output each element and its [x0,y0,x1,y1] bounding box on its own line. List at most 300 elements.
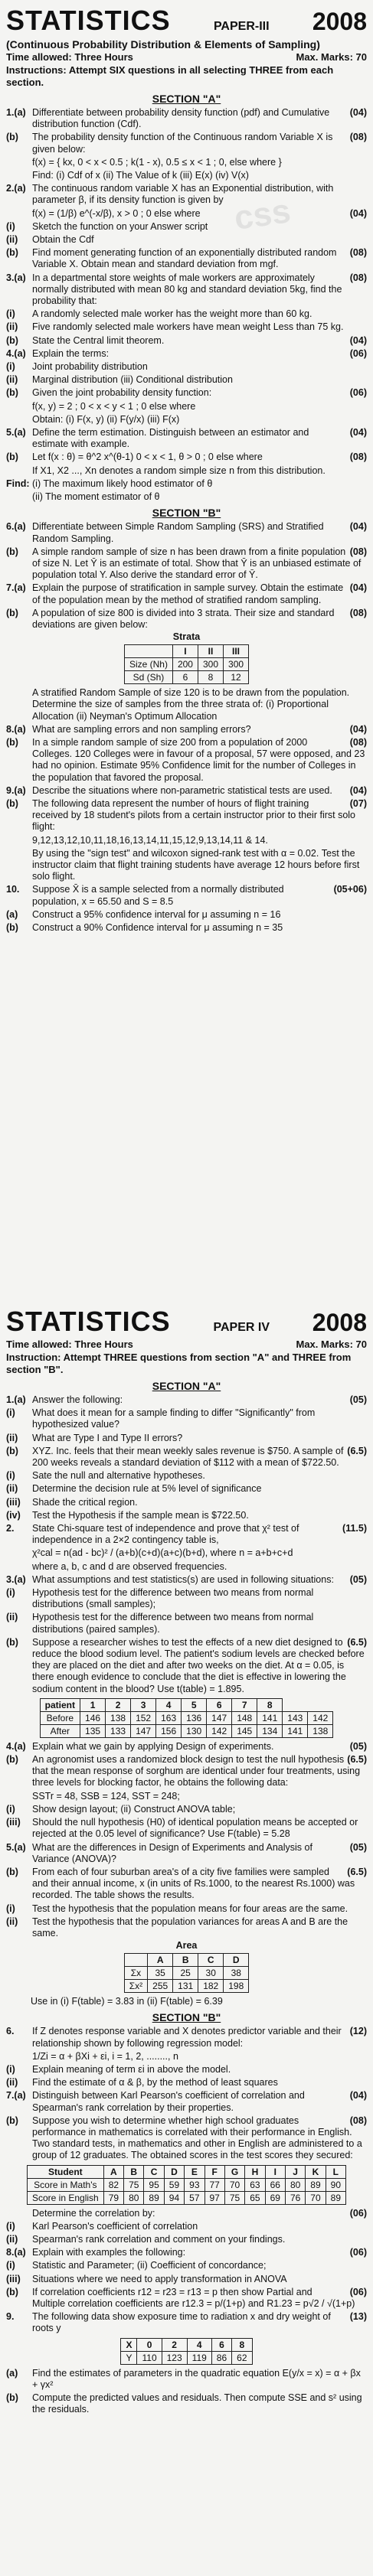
question-item [5,847,368,884]
table-cell: 147 [207,1711,232,1724]
table-cell: 134 [257,1724,283,1737]
table-cell: 8 [198,671,223,684]
table-header-cell: X [121,2338,137,2351]
table-caption: Strata [172,631,201,643]
question-marks: (04) [349,521,367,533]
question-number: (b) [6,1866,18,1877]
question-item [5,2233,368,2246]
question-text [32,1916,367,1939]
question-text [32,2115,367,2162]
question-item [5,2259,368,2272]
question-number: (i) [6,2260,15,2271]
question-item [5,2246,368,2259]
question-item [5,360,368,373]
question-marks: (06) [349,2247,367,2258]
question-item [5,373,368,386]
table-cell: 147 [131,1724,156,1737]
paper-number: PAPER-III [213,20,270,33]
table [124,1953,250,1993]
question-number: (i) [6,1407,15,1419]
question-body: Explain the terms: [32,347,110,359]
question-body: The following data show exposure time to radiation x and dry weight of roots y [32,2311,331,2334]
question-text [32,687,367,722]
question-body: Explain what we gain by applying Design of experiments. [32,1740,274,1752]
question-marks: (08) [349,607,367,618]
question-text [32,2392,367,2415]
question-body: Determine the decision rule at 5% level of significance [32,1483,262,1495]
question-marks: (08) [349,736,367,748]
table-cell: Score in Math's [27,2178,103,2191]
table-cell: 156 [156,1724,182,1737]
subject-title: STATISTICS [6,1306,171,1337]
table-cell: 97 [204,2191,224,2204]
question-text [32,272,367,308]
data-table [5,631,368,684]
question-number: (b) [6,387,18,399]
question-item [5,491,368,504]
questions-block [5,182,368,504]
table-cell: 136 [182,1711,207,1724]
question-number [6,1547,32,1559]
question-body: Determine the correlation by: [32,2207,155,2219]
question-text [32,1867,367,1902]
table-header-cell: B [124,2165,144,2178]
question-item [5,156,368,169]
question-number: 5.(a) [6,427,26,439]
question-number: 8.(a) [6,2247,26,2258]
question-item [5,246,368,271]
question-text [32,2274,367,2285]
question-marks: (04) [349,107,367,118]
question-body: Suppose you wish to determine whether high school graduates performance in mathematics is correlated with their performance in English. Two standard tests, in mathematics and other in English are administered to a group of 12 graduates. The obtained scores in the test scores they secured: [32,2115,362,2161]
question-body: The continuous random variable X has an Exponential distribution, with parameter β, if its density function is given by [32,183,334,206]
table-cell: 148 [232,1711,257,1724]
table-cell: 12 [224,671,249,684]
table-caption: Area [175,1940,198,1952]
question-number: (b) [6,1445,18,1456]
question-text [32,2234,367,2245]
table-cell: 300 [198,658,223,671]
table-header-row [121,2338,252,2351]
question-item [5,921,368,934]
question-body: From each of four suburban area's of a city five families were sampled and their annual income, x (in units of Rs.1000, to the nearest Rs.1000) was recorded. The table shows the results. [32,1866,355,1901]
question-text [32,2051,367,2062]
question-body: If correlation coefficients r12 = r23 = r13 = p then show Partial and Multiple correlation coefficients are r12.3 = p/(1+p) and R1.23 = p√2 / √(1+p) [32,2286,355,2309]
table-cell: 94 [164,2191,184,2204]
table-cell: 130 [182,1724,207,1737]
table-cell: 86 [211,2351,231,2364]
question-item [5,1560,368,1573]
question-body: (i) The maximum likely hood estimator of θ [32,478,213,489]
question-number: (b) [6,334,18,346]
question-text [32,2368,367,2391]
question-body: χ²cal = n(ad - bc)² / (a+b)(c+d)(a+c)(b+d), where n = a+b+c+d [32,1547,293,1559]
question-text [32,170,367,181]
question-item [5,1753,368,1790]
question-number [6,835,32,846]
table-cell: 75 [124,2178,144,2191]
question-text [32,1842,367,1865]
question-text [32,478,367,490]
paper-year: 2008 [312,1309,367,1336]
question-text [32,582,367,605]
paper-header [5,1306,368,1338]
question-marks: (04) [349,334,367,346]
table-header-cell: 4 [187,2338,211,2351]
question-body: Hypothesis test for the difference between two means from normal distributions (paired samples). [32,1612,314,1635]
table-cell: 110 [137,2351,162,2364]
question-body: Compute the predicted values and residuals. Then compute SSE and s² using the residuals. [32,2392,362,2415]
question-text [32,107,367,130]
question-body: Show design layout; (ii) Construct ANOVA table; [32,1803,236,1815]
question-number [6,465,32,477]
question-body: A stratified Random Sample of size 120 is to be drawn from the population. Determine the size of samples from the three strata of: (i) Proportional Allocation (ii) Neyman's Optimum Allocation [32,687,350,722]
question-item [5,2050,368,2063]
table-cell: 95 [144,2178,164,2191]
question-item [5,2286,368,2310]
question-item [5,2207,368,2220]
question-number: (i) [6,1470,15,1482]
table-cell: 200 [172,658,198,671]
question-number: 7.(a) [6,2090,26,2102]
question-number: (i) [6,308,15,320]
question-body: Find: (i) Cdf of x (ii) The Value of k (iii) E(x) (iv) V(x) [32,170,249,181]
question-item [5,1611,368,1635]
question-body: What are Type I and Type II errors? [32,1432,183,1443]
question-body: Test the hypothesis that the population means for four areas are the same. [32,1903,348,1914]
question-body: A population of size 800 is divided into 3 strata. Their size and standard deviations are given below: [32,607,335,630]
question-body: 9,12,13,12,10,11,18,16,13,14,11,15,12,9,13,14,11 & 14. [32,834,268,846]
question-number [6,2208,32,2219]
question-item [5,478,368,491]
question-body: Explain the purpose of stratification in sample survey. Obtain the estimate of the population mean by the method of stratified random sampling. [32,582,344,605]
question-number [6,1791,32,1802]
table-cell: 82 [103,2178,123,2191]
question-number: 4.(a) [6,347,26,359]
question-text [32,234,367,246]
question-number: (i) [6,2063,15,2075]
question-text [32,221,367,233]
question-text [32,848,367,883]
table-cell: 141 [257,1711,283,1724]
table-cell: 89 [326,2191,345,2204]
question-number [6,157,32,168]
question-text [32,2247,367,2258]
question-marks: (04) [349,784,367,796]
question-body: An agronomist uses a randomized block design to test the null hypothesis that the mean response of sorghum are identical under four treatments, using three levels for blocking factor, he obtains the following data: [32,1754,361,1789]
question-number: Find: [6,478,30,489]
section-a-heading: SECTION "A" [152,1380,221,1392]
section-b-heading: SECTION "B" [152,2011,221,2024]
question-text [32,2208,367,2219]
paper-header [5,5,368,37]
table-header-cell: Student [27,2165,103,2178]
question-number: (a) [6,908,18,920]
question-body: Find the estimates of parameters in the quadratic equation E(y/x = x) = α + βx + γx² [32,2367,361,2390]
table-header-cell: 8 [232,2338,252,2351]
question-body: By using the "sign test" and wilcoxon signed-rank test with α = 0.02. Test the instructor claim that flight training students have average 12 hours before first solo flight. [32,847,360,882]
questions-block [5,2207,368,2336]
question-body: SSTr = 48, SSB = 124, SST = 248; [32,1790,180,1802]
questions-block [5,1394,368,1696]
question-number: (ii) [6,1612,18,1623]
question-text [32,2311,367,2334]
table-cell: 59 [164,2178,184,2191]
question-body: Find the estimate of α & β, by the method of least squares [32,2077,278,2089]
questions-block [5,1740,368,1940]
question-number: (iv) [6,1509,21,1521]
question-item [5,2310,368,2335]
table-header-cell: 2 [106,1698,131,1711]
table-header-row [27,2165,345,2178]
question-number [6,491,32,503]
table-cell: 123 [162,2351,187,2364]
question-item [5,1432,368,1445]
question-text [32,884,367,907]
question-number: (b) [6,247,18,259]
question-marks: (07) [349,797,367,809]
table-cell: 131 [173,1980,198,1993]
question-text [32,1574,367,1586]
table-cell: 119 [187,2351,211,2364]
question-text [32,798,367,833]
question-text [32,401,367,412]
question-item [5,106,368,131]
paper-meta [5,1338,368,1351]
question-body: Sketch the function on your Answer script [32,220,208,232]
table-row [124,671,248,684]
question-marks: (06) [349,347,367,359]
question-body: A randomly selected male worker has the weight more than 60 kg. [32,308,312,320]
question-number: (b) [6,2392,18,2403]
question-marks: (08) [349,132,367,143]
question-text [32,465,367,477]
question-item [5,347,368,360]
table-cell: 75 [224,2191,244,2204]
question-text [32,1483,367,1495]
question-body: Explain meaning of term εi in above the model. [32,2063,231,2075]
question-marks: (6.5) [347,1754,367,1766]
table [40,1698,334,1738]
question-item [5,2089,368,2114]
time-allowed: Time allowed: Three Hours [6,51,133,63]
table [27,2165,346,2205]
table-row [121,2351,252,2364]
question-number: (ii) [6,1916,18,1927]
question-item [5,2392,368,2416]
question-number: (b) [6,1636,18,1648]
question-item [5,308,368,321]
question-marks: (08) [349,247,367,259]
question-number: (i) [6,1803,15,1815]
table-header-cell: F [204,2165,224,2178]
question-item [5,883,368,908]
table-header-row [124,645,248,658]
question-number: (i) [6,220,15,232]
questions-block [5,2367,368,2417]
question-item [5,400,368,413]
table-cell: 62 [232,2351,252,2364]
question-body: Describe the situations where non-parametric statistical tests are used. [32,784,332,796]
table-header-cell: K [306,2165,326,2178]
question-item [5,2367,368,2392]
table-header-cell: 6 [207,1698,232,1711]
table-header-cell: C [144,2165,164,2178]
table-cell: 77 [204,2178,224,2191]
table-cell: 70 [224,2178,244,2191]
question-item [5,784,368,797]
question-marks: (6.5) [347,1866,367,1877]
question-body: In a departmental store weights of male workers are approximately normally distributed with mean 80 kg and standard deviation 5kg, find the probability that: [32,272,342,307]
table-cell: 138 [308,1724,333,1737]
question-item [5,1445,368,1469]
question-number: 10. [6,884,20,895]
question-item [5,1509,368,1522]
table-header-cell: I [172,645,198,658]
table-row [40,1724,333,1737]
max-marks: Max. Marks: 70 [296,51,367,63]
table [120,2338,252,2365]
question-number: (ii) [6,2233,18,2245]
question-marks: (12) [349,2026,367,2037]
table-header-cell: 8 [257,1698,283,1711]
table-cell: Σx² [124,1980,147,1993]
question-body: Test the hypothesis that the population variances for areas A and B are the same. [32,1916,348,1939]
table-header-cell: C [198,1954,224,1967]
question-item [5,1586,368,1611]
question-number: 2. [6,1523,15,1534]
table-row [27,2191,345,2204]
table-header-cell: 5 [182,1698,207,1711]
table [124,644,249,684]
question-number: (a) [6,2367,18,2379]
question-text [32,2221,367,2232]
table-cell: 38 [224,1967,249,1980]
question-text [32,2064,367,2075]
question-item [5,169,368,182]
table-header-cell [124,645,172,658]
watermark-logo: css [231,192,293,237]
question-body: Spearman's rank correlation and comment on your findings. [32,2233,286,2245]
table-cell: 142 [308,1711,333,1724]
question-body: Define the term estimation. Distinguish between an estimator and estimate with example. [32,427,309,450]
question-number: (ii) [6,374,18,386]
question-body: Five randomly selected male workers have mean weight Less than 75 kg. [32,321,344,333]
table-header-cell: B [173,1954,198,1967]
question-marks: (06) [349,2207,367,2219]
question-text [32,2026,367,2049]
question-number: 9.(a) [6,784,26,796]
question-number [6,2051,32,2062]
table-cell: 145 [232,1724,257,1737]
table-cell: After [40,1724,80,1737]
table-cell: Sd (Sh) [124,671,172,684]
question-text [32,361,367,373]
question-body: Statistic and Parameter; (ii) Coefficient of concordance; [32,2260,267,2271]
question-item [5,1573,368,1586]
table-header-cell: I [265,2165,285,2178]
question-body: If Z denotes response variable and X denotes predictor variable and their relationship shown by following regression model: [32,2026,342,2049]
question-number [6,401,32,412]
question-number: (b) [6,452,18,463]
question-text [32,2260,367,2271]
question-body: Construct a 90% Confidence interval for μ assuming n = 35 [32,921,283,933]
question-number: (b) [6,132,18,143]
table-cell: 90 [326,2178,345,2191]
table-header-cell: E [185,2165,204,2178]
table-cell: Before [40,1711,80,1724]
table-cell: 80 [124,2191,144,2204]
question-number: (i) [6,2220,15,2232]
table-cell: 30 [198,1967,224,1980]
question-marks: (04) [349,427,367,439]
question-item [5,1866,368,1903]
question-body: The following data represent the number of hours of flight training received by 18 student's pilots from a certain instructor prior to their first solo flight: [32,797,356,833]
question-item [5,1903,368,1916]
question-number: (b) [6,2115,18,2126]
table-cell: 6 [172,671,198,684]
table-cell: 70 [306,2191,326,2204]
question-body: f(x, y) = 2 ; 0 < x < y < 1 ; 0 else where [32,400,196,412]
question-item [5,908,368,921]
question-text [32,1470,367,1482]
table-cell: 63 [245,2178,265,2191]
question-number: (i) [6,361,15,373]
question-number [6,170,32,181]
question-number: 3.(a) [6,1573,26,1585]
question-body: Differentiate between Simple Random Sampling (SRS) and Stratified Random Sampling. [32,521,324,544]
table-cell: 79 [103,2191,123,2204]
question-item [5,1841,368,1866]
question-item [5,1790,368,1803]
question-body: XYZ. Inc. feels that their mean weekly sales revenue is $750. A sample of 200 weeks reveals a standard deviation of $112 with a mean of $722.50. [32,1445,344,1469]
paper-meta [5,51,368,64]
question-item [5,1803,368,1816]
question-item [5,546,368,582]
table-cell: 93 [185,2178,204,2191]
question-text [32,724,367,735]
question-item [5,272,368,308]
question-text [32,1754,367,1789]
question-marks: (06) [349,387,367,399]
question-number: (b) [6,607,18,618]
question-text [32,737,367,784]
question-item [5,2025,368,2049]
questions-block [5,520,368,631]
question-body: where a, b, c and d are observed frequencies. [32,1560,227,1572]
question-text [32,208,367,220]
question-text [32,1523,367,1546]
question-number: 1.(a) [6,107,26,118]
table-cell: 152 [131,1711,156,1724]
question-text [32,491,367,503]
question-body: f(x) = (1/β) e^(-x/β), x > 0 ; 0 else where [32,207,201,219]
question-body: State Chi-square test of independence and prove that χ² test of independence in a 2×2 contingency table is, [32,1523,299,1546]
question-marks: (04) [349,723,367,735]
question-body: What are the differences in Design of Experiments and Analysis of Variance (ANOVA)? [32,1841,312,1864]
question-marks: (05) [349,1841,367,1853]
table-cell: 143 [283,1711,308,1724]
question-item [5,520,368,545]
question-text [32,2077,367,2089]
section-a-heading: SECTION "A" [152,93,221,105]
question-text [32,922,367,934]
question-marks: (05) [349,1740,367,1752]
question-text [32,608,367,631]
question-text [32,1587,367,1610]
question-body: Should the null hypothesis (H0) of identical population means be accepted or rejected at the 0.05 level of significance? Use F(table) = 5.28 [32,1817,358,1840]
table-cell: 182 [198,1980,224,1993]
